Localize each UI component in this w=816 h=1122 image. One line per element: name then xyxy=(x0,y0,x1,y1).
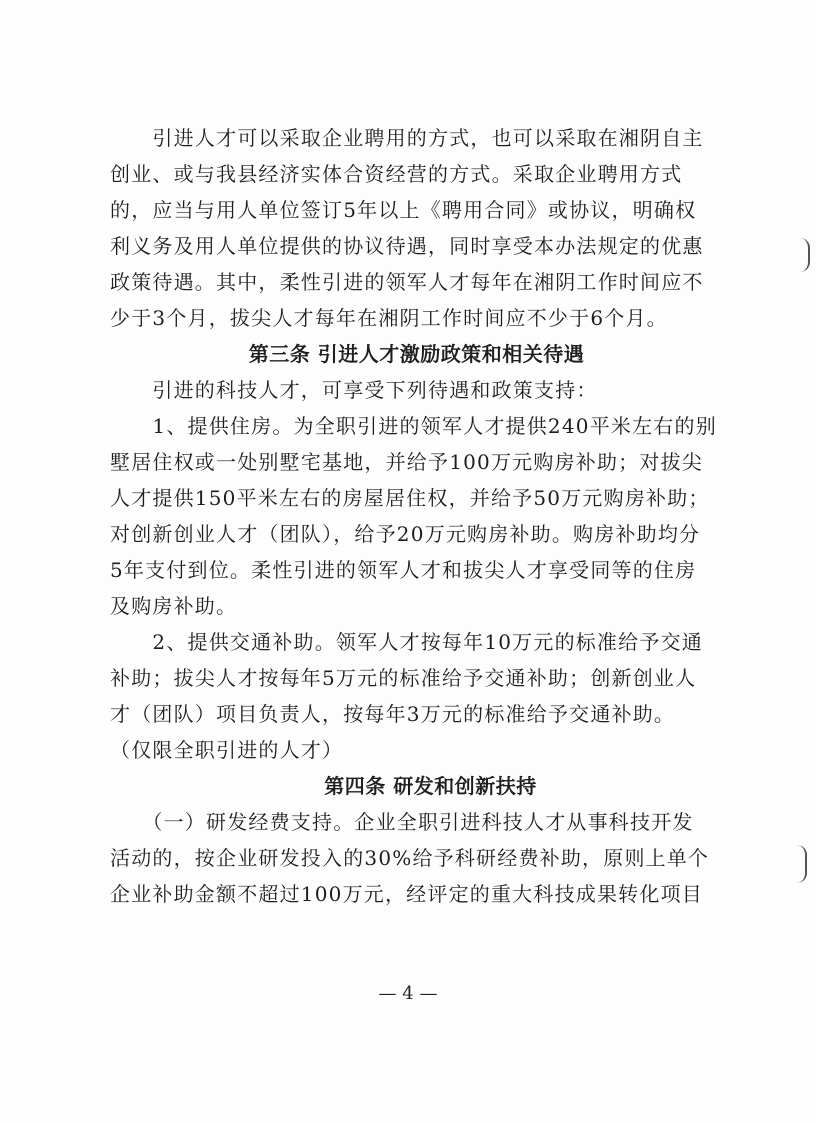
binding-mark-icon xyxy=(800,238,810,272)
paragraph-line: 少于3个月，拔尖人才每年在湘阴工作时间应不少于6个月。 xyxy=(110,306,668,330)
paragraph-line: 政策待遇。其中，柔性引进的领军人才每年在湘阴工作时间应不 xyxy=(110,270,704,294)
paragraph-line: 5年支付到位。柔性引进的领军人才和拔尖人才享受同等的住房 xyxy=(110,558,697,582)
document-body xyxy=(110,120,715,912)
paragraph-line: 才（团队）项目负责人，按每年3万元的标准给予交通补助。 xyxy=(110,702,676,726)
article-3-heading: 第三条 引进人才激励政策和相关待遇 xyxy=(248,342,585,366)
paragraph-line: 及购房补助。 xyxy=(110,594,238,618)
paragraph-line: 企业补助金额不超过100万元，经评定的重大科技成果转化项目 xyxy=(110,882,703,906)
paragraph-line: 对创新创业人才（团队），给予20万元购房补助。购房补助均分 xyxy=(110,522,701,546)
page-number: — 4 — xyxy=(378,983,438,1004)
paragraph-line: 引进人才可以采取企业聘用的方式，也可以采取在湘阴自主 xyxy=(110,126,704,150)
binding-mark-icon xyxy=(797,845,807,883)
article-4-heading: 第四条 研发和创新扶持 xyxy=(324,774,537,798)
paragraph-line: （仅限全职引进的人才） xyxy=(110,738,344,762)
paragraph-line: （一）研发经费支持。企业全职引进科技人才从事科技开发 xyxy=(110,810,694,834)
paragraph-line: 墅居住权或一处别墅宅基地，并给予100万元购房补助；对拔尖 xyxy=(110,450,703,474)
paragraph-line: 人才提供150平米左右的房屋居住权，并给予50万元购房补助； xyxy=(110,486,710,510)
paragraph-line: 利义务及用人单位提供的协议待遇，同时享受本办法规定的优惠 xyxy=(110,234,704,258)
paragraph-line: 活动的，按企业研发投入的30%给予科研经费补助，原则上单个 xyxy=(110,846,710,870)
paragraph-line: 的，应当与用人单位签订5年以上《聘用合同》或协议，明确权 xyxy=(110,198,697,222)
paragraph-line: 创业、或与我县经济实体合资经营的方式。采取企业聘用方式 xyxy=(110,162,683,186)
paragraph-line: 1、提供住房。为全职引进的领军人才提供240平米左右的别 xyxy=(110,414,717,438)
paragraph-line: 引进的科技人才，可享受下列待遇和政策支持： xyxy=(110,378,598,402)
paragraph-line: 2、提供交通补助。领军人才按每年10万元的标准给予交通 xyxy=(110,630,703,654)
paragraph-line: 补助；拔尖人才按每年5万元的标准给予交通补助；创新创业人 xyxy=(110,666,697,690)
